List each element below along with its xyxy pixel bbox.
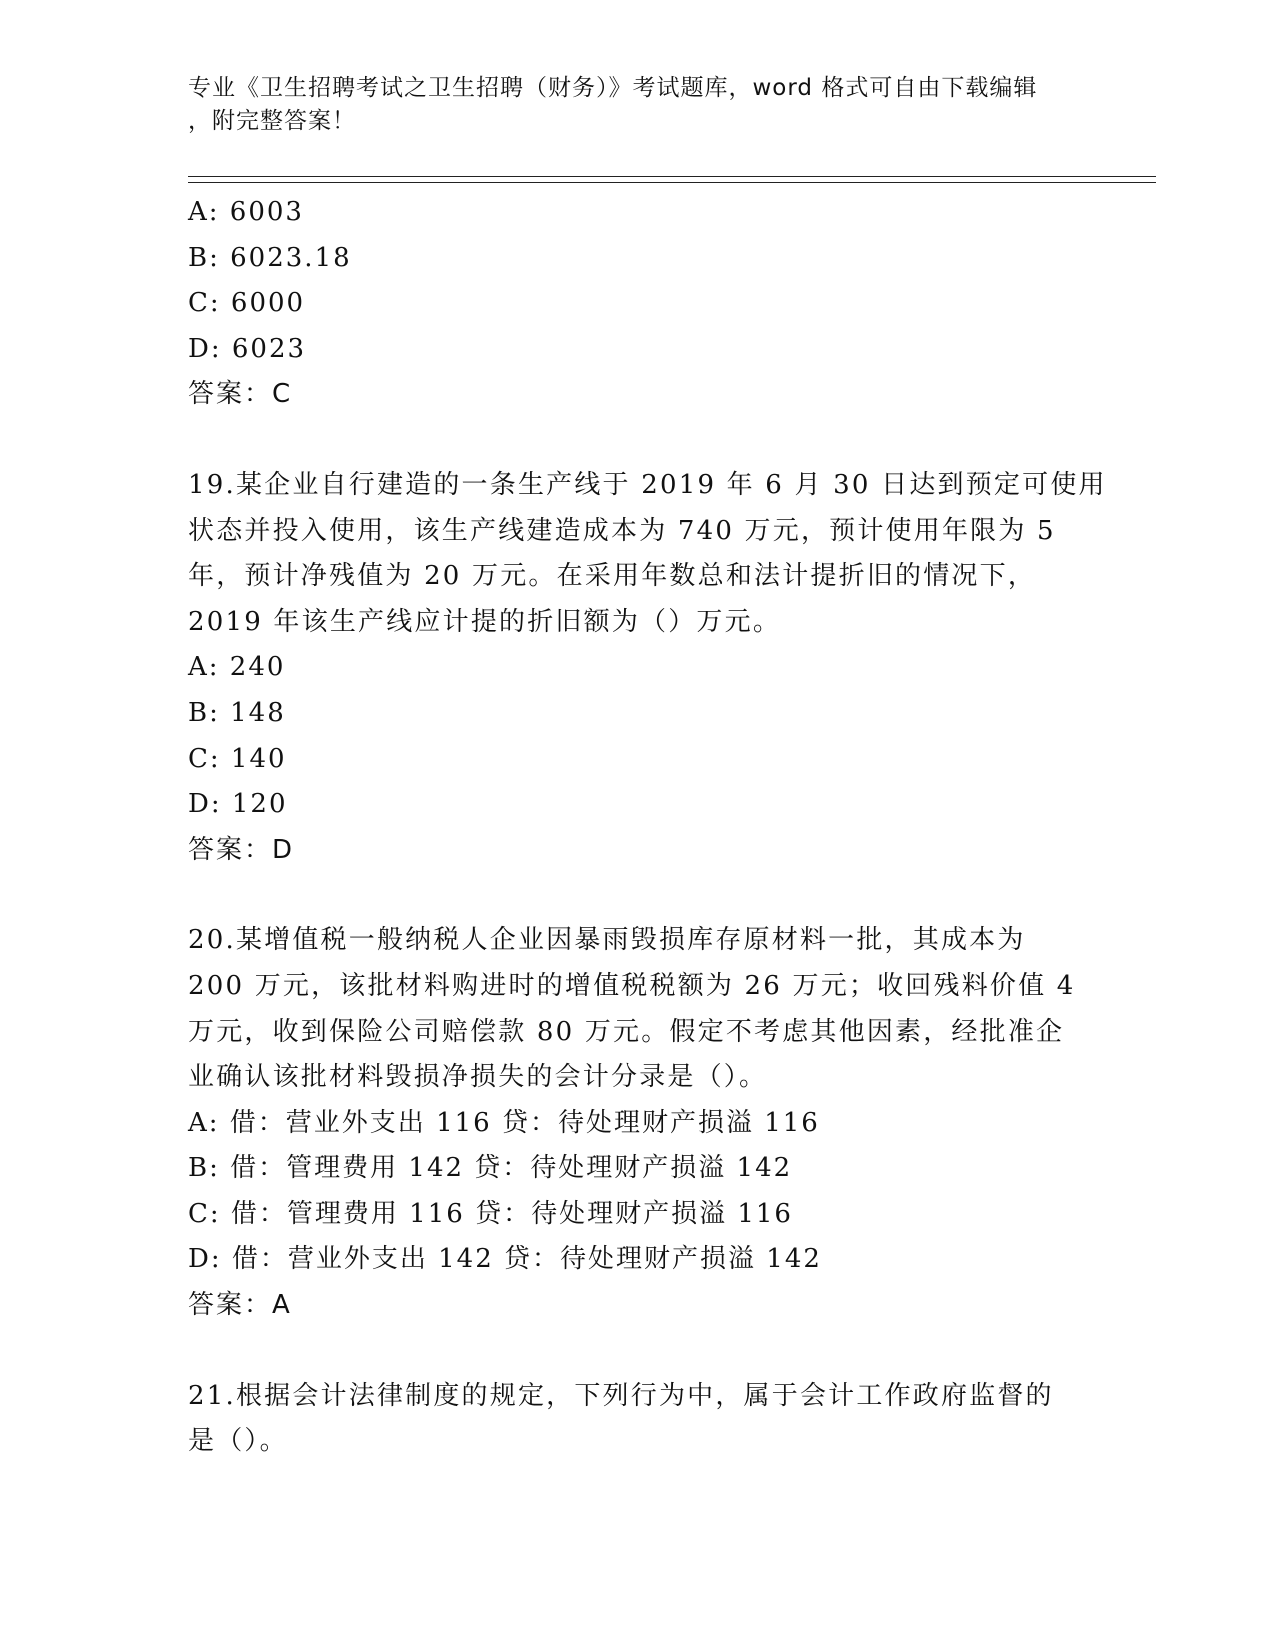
question-18 xyxy=(188,190,1088,418)
option-b: B: 6023.18 xyxy=(188,242,352,273)
header-rule-bottom xyxy=(188,182,1156,183)
option-d: D: 6023 xyxy=(188,333,307,364)
question-stem xyxy=(188,1374,1088,1465)
option-a: A: 6003 xyxy=(188,197,304,227)
option-c: C: 6000 xyxy=(188,288,306,319)
answer-label: 答案：A xyxy=(188,1290,292,1321)
stem-line: 万元，收到保险公司赔偿款 80 万元。假定不考虑其他因素，经批准企 xyxy=(188,1016,1065,1047)
spacer xyxy=(188,1329,1088,1374)
header-line-1: 专业《卫生招聘考试之卫生招聘（财务）》考试题库，word 格式可自由下载编辑 xyxy=(188,75,1038,101)
spacer xyxy=(188,418,1088,463)
answer-label: 答案：C xyxy=(188,379,293,410)
spacer xyxy=(188,873,1088,918)
stem-line: 2019 年该生产线应计提的折旧额为（）万元。 xyxy=(188,606,782,637)
option-a: A: 借：营业外支出 116 贷：待处理财产损溢 116 xyxy=(188,1107,820,1138)
question-stem xyxy=(188,463,1107,645)
stem-line: 19.某企业自行建造的一条生产线于 2019 年 6 月 30 日达到预定可使用 xyxy=(188,469,1107,500)
option-c: C: 140 xyxy=(188,743,287,774)
stem-line: 是（）。 xyxy=(188,1426,288,1457)
document-header xyxy=(188,72,1068,138)
option-a: A: 240 xyxy=(188,652,286,683)
option-b: B: 借：管理费用 142 贷：待处理财产损溢 142 xyxy=(188,1153,793,1184)
option-d: D: 借：营业外支出 142 贷：待处理财产损溢 142 xyxy=(188,1244,822,1275)
question-19 xyxy=(188,463,1107,873)
document-body xyxy=(188,190,1107,1465)
option-d: D: 120 xyxy=(188,789,288,820)
question-20 xyxy=(188,918,1088,1328)
option-b: B: 148 xyxy=(188,697,286,728)
stem-line: 21.根据会计法律制度的规定，下列行为中，属于会计工作政府监督的 xyxy=(188,1380,1054,1411)
stem-line: 业确认该批材料毁损净损失的会计分录是（）。 xyxy=(188,1062,768,1093)
header-rule-top xyxy=(188,176,1156,177)
stem-line: 20.某增值税一般纳税人企业因暴雨毁损库存原材料一批，其成本为 xyxy=(188,925,1026,956)
stem-line: 状态并投入使用，该生产线建造成本为 740 万元，预计使用年限为 5 xyxy=(188,515,1056,546)
option-c: C: 借：管理费用 116 贷：待处理财产损溢 116 xyxy=(188,1198,793,1229)
stem-line: 200 万元，该批材料购进时的增值税税额为 26 万元；收回残料价值 4 xyxy=(188,970,1076,1001)
question-21 xyxy=(188,1374,1088,1465)
answer-label: 答案：D xyxy=(188,834,295,865)
stem-line: 年，预计净残值为 20 万元。在采用年数总和法计提折旧的情况下， xyxy=(188,561,1037,592)
header-line-2: ，附完整答案！ xyxy=(188,108,356,134)
question-stem xyxy=(188,918,1088,1100)
